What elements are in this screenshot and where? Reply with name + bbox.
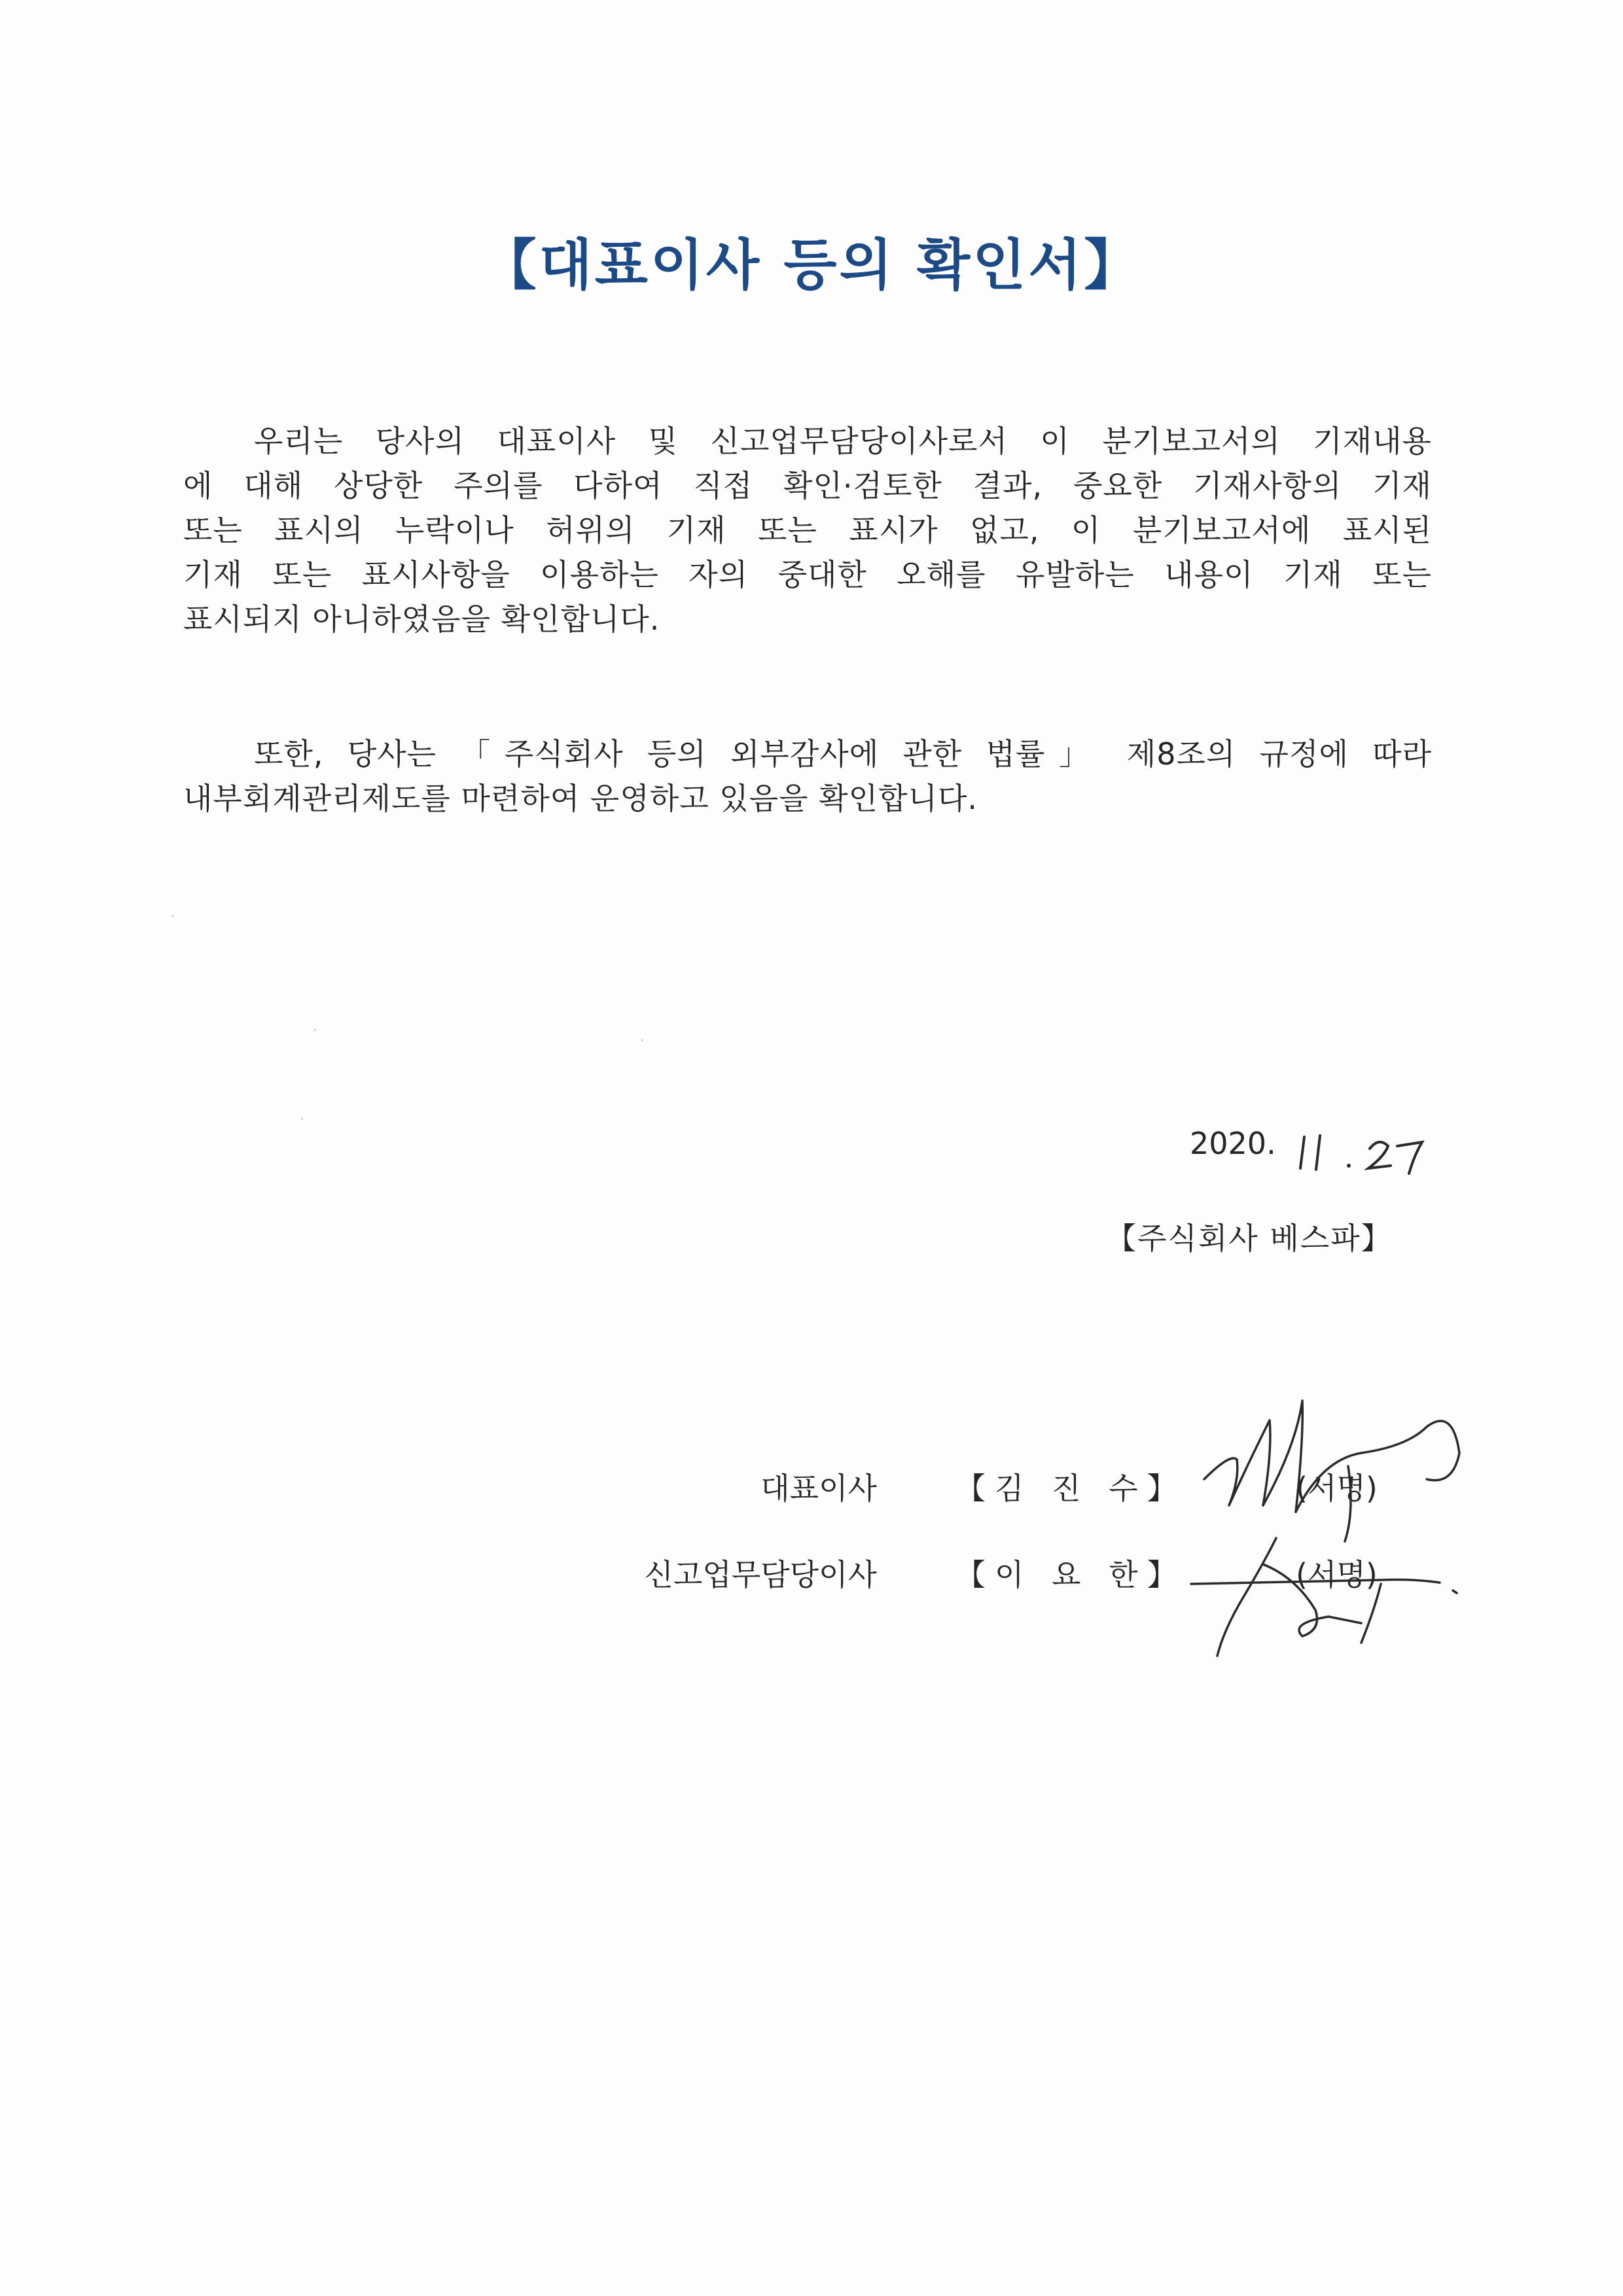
signer-name: 【이 요 한】 xyxy=(955,1557,1186,1592)
company-name: 【주식회사 베스파】 xyxy=(1106,1221,1393,1256)
signer-name: 【김 진 수】 xyxy=(955,1471,1186,1506)
signer-role: 신고업무담당이사 xyxy=(644,1557,877,1592)
confirmation-paragraph xyxy=(183,419,1432,641)
scan-speck xyxy=(171,915,173,917)
date-printed: 2020. xyxy=(1190,1126,1276,1161)
ceo-signature xyxy=(1191,1381,1479,1545)
paragraph-line: 기재 또는 표시사항을 이용하는 자의 중대한 오해를 유발하는 내용이 기재 또는 xyxy=(183,557,1432,592)
paragraph-line: 우리는 당사의 대표이사 및 신고업무담당이사로서 이 분기보고서의 기재내용 xyxy=(254,423,1432,459)
date-handwritten xyxy=(1293,1122,1430,1181)
paragraph-line: 에 대해 상당한 주의를 다하여 직접 확인·검토한 결과, 중요한 기재사항의 기재 xyxy=(183,468,1432,503)
signer-row-ceo xyxy=(0,1465,1623,1517)
signer-role: 대표이사 xyxy=(760,1471,877,1506)
signer-row-cfo xyxy=(0,1551,1623,1604)
internal-control-paragraph xyxy=(183,732,1432,821)
document-title: 【대표이사 등의 확인서】 xyxy=(481,233,1142,297)
scan-speck xyxy=(314,1029,316,1031)
scan-speck xyxy=(641,1039,643,1041)
paragraph-line: 또한, 당사는 「주식회사 등의 외부감사에 관한 법률」 제8조의 규정에 따라 xyxy=(254,736,1432,772)
paragraph-line: 내부회계관리제도를 마련하여 운영하고 있음을 확인합니다. xyxy=(183,781,978,816)
paragraph-line: 또는 표시의 누락이나 허위의 기재 또는 표시가 없고, 이 분기보고서에 표시된 xyxy=(183,512,1432,548)
signature-label: (서명) xyxy=(1296,1557,1378,1592)
scan-speck xyxy=(301,1118,303,1120)
signature-label: (서명) xyxy=(1296,1471,1378,1506)
paragraph-line: 표시되지 아니하였음을 확인합니다. xyxy=(183,601,660,637)
